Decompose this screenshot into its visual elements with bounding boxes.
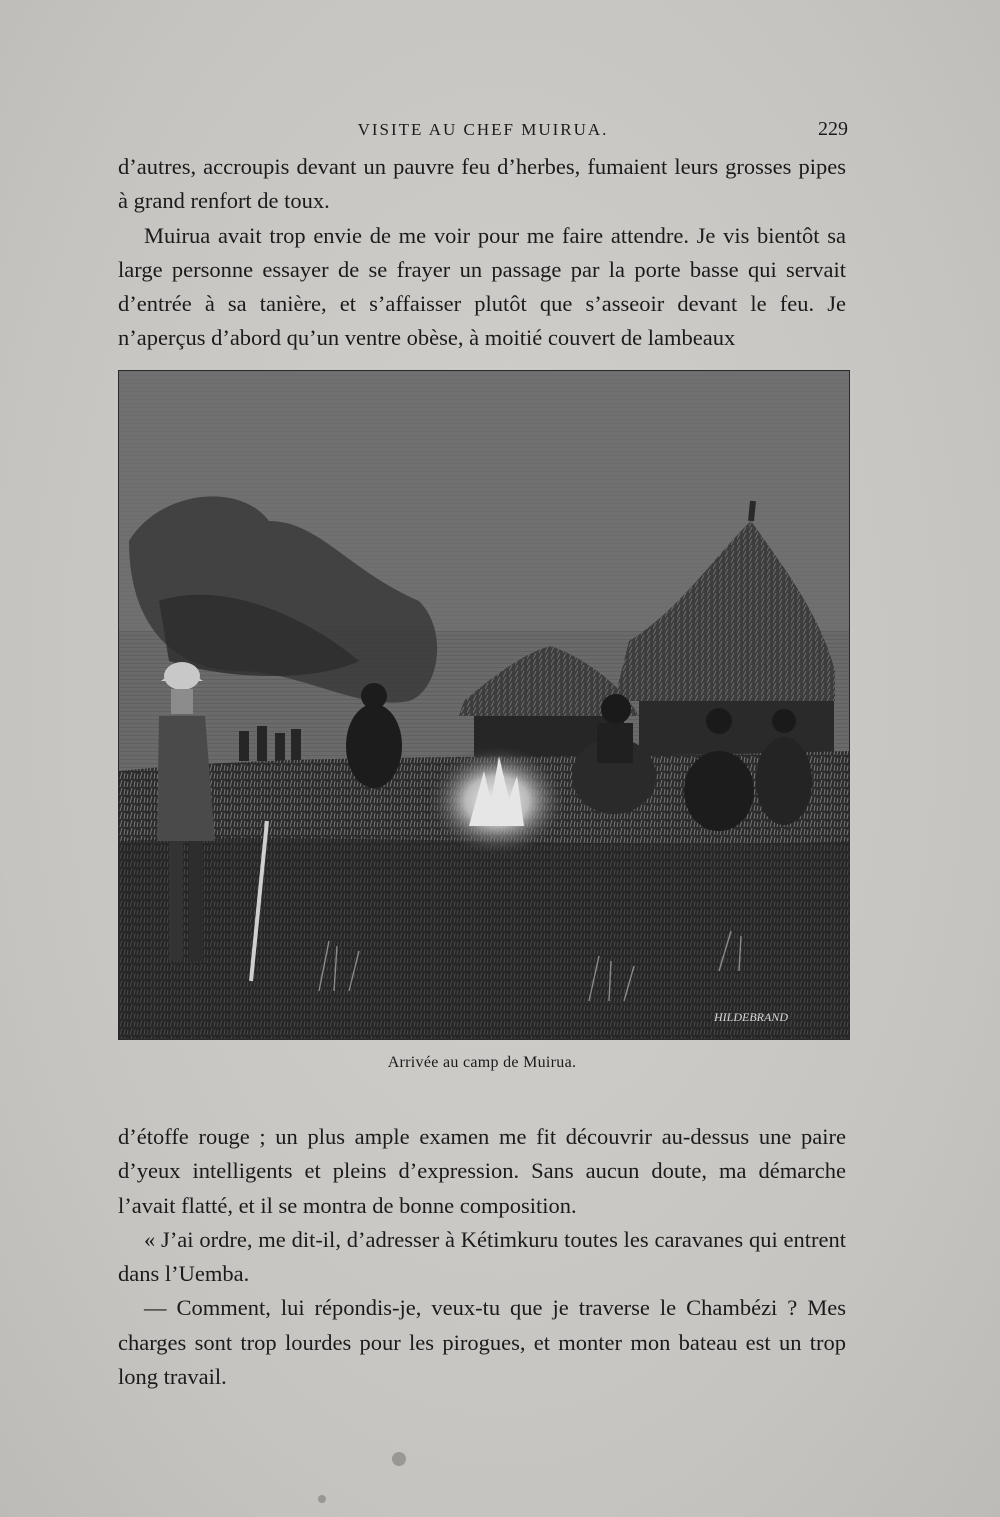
page-stain (392, 1452, 406, 1466)
figure-caption: Arrivée au camp de Muirua. (387, 1054, 577, 1071)
running-title: VISITE AU CHEF MUIRUA. (357, 120, 609, 139)
paragraph: Muirua avait trop envie de me voir pour me faire attendre. Je vis bientôt sa large personne essayer de se frayer un passage par la porte basse qui servait d’entrée à sa tanière, et s’affaisser plutôt que s’asseoir devant le feu. Je n’aperçus d’abord qu’un ventre obèse, à moitié couvert de lambeaux (118, 222, 846, 351)
engraving-scene (119, 371, 849, 1039)
engraving-illustration (118, 370, 850, 1040)
text-block-bottom (118, 1120, 846, 1394)
artist-signature: HILDEBRAND (714, 1010, 788, 1024)
page-number: 229 (818, 118, 848, 140)
paragraph: « J’ai ordre, me dit-il, d’adresser à Kétimkuru toutes les caravanes qui entrent dans l’Uemba. (118, 1226, 846, 1287)
paragraph: — Comment, lui répondis-je, veux-tu que je traverse le Chambézi ? Mes charges sont trop lourdes pour les pirogues, et monter mon bateau est un trop long travail. (118, 1295, 846, 1390)
running-head (118, 118, 848, 144)
text-block-top (118, 150, 846, 356)
paragraph: d’étoffe rouge ; un plus ample examen me fit découvrir au-dessus une paire d’yeux intelligents et pleins d’expression. Sans aucun doute, ma démarche l’avait flatté, et il se montra de bonne composition. (118, 1124, 846, 1218)
paragraph: d’autres, accroupis devant un pauvre feu d’herbes, fumaient leurs grosses pipes à grand renfort de toux. (118, 154, 846, 214)
page-stain (318, 1495, 326, 1503)
